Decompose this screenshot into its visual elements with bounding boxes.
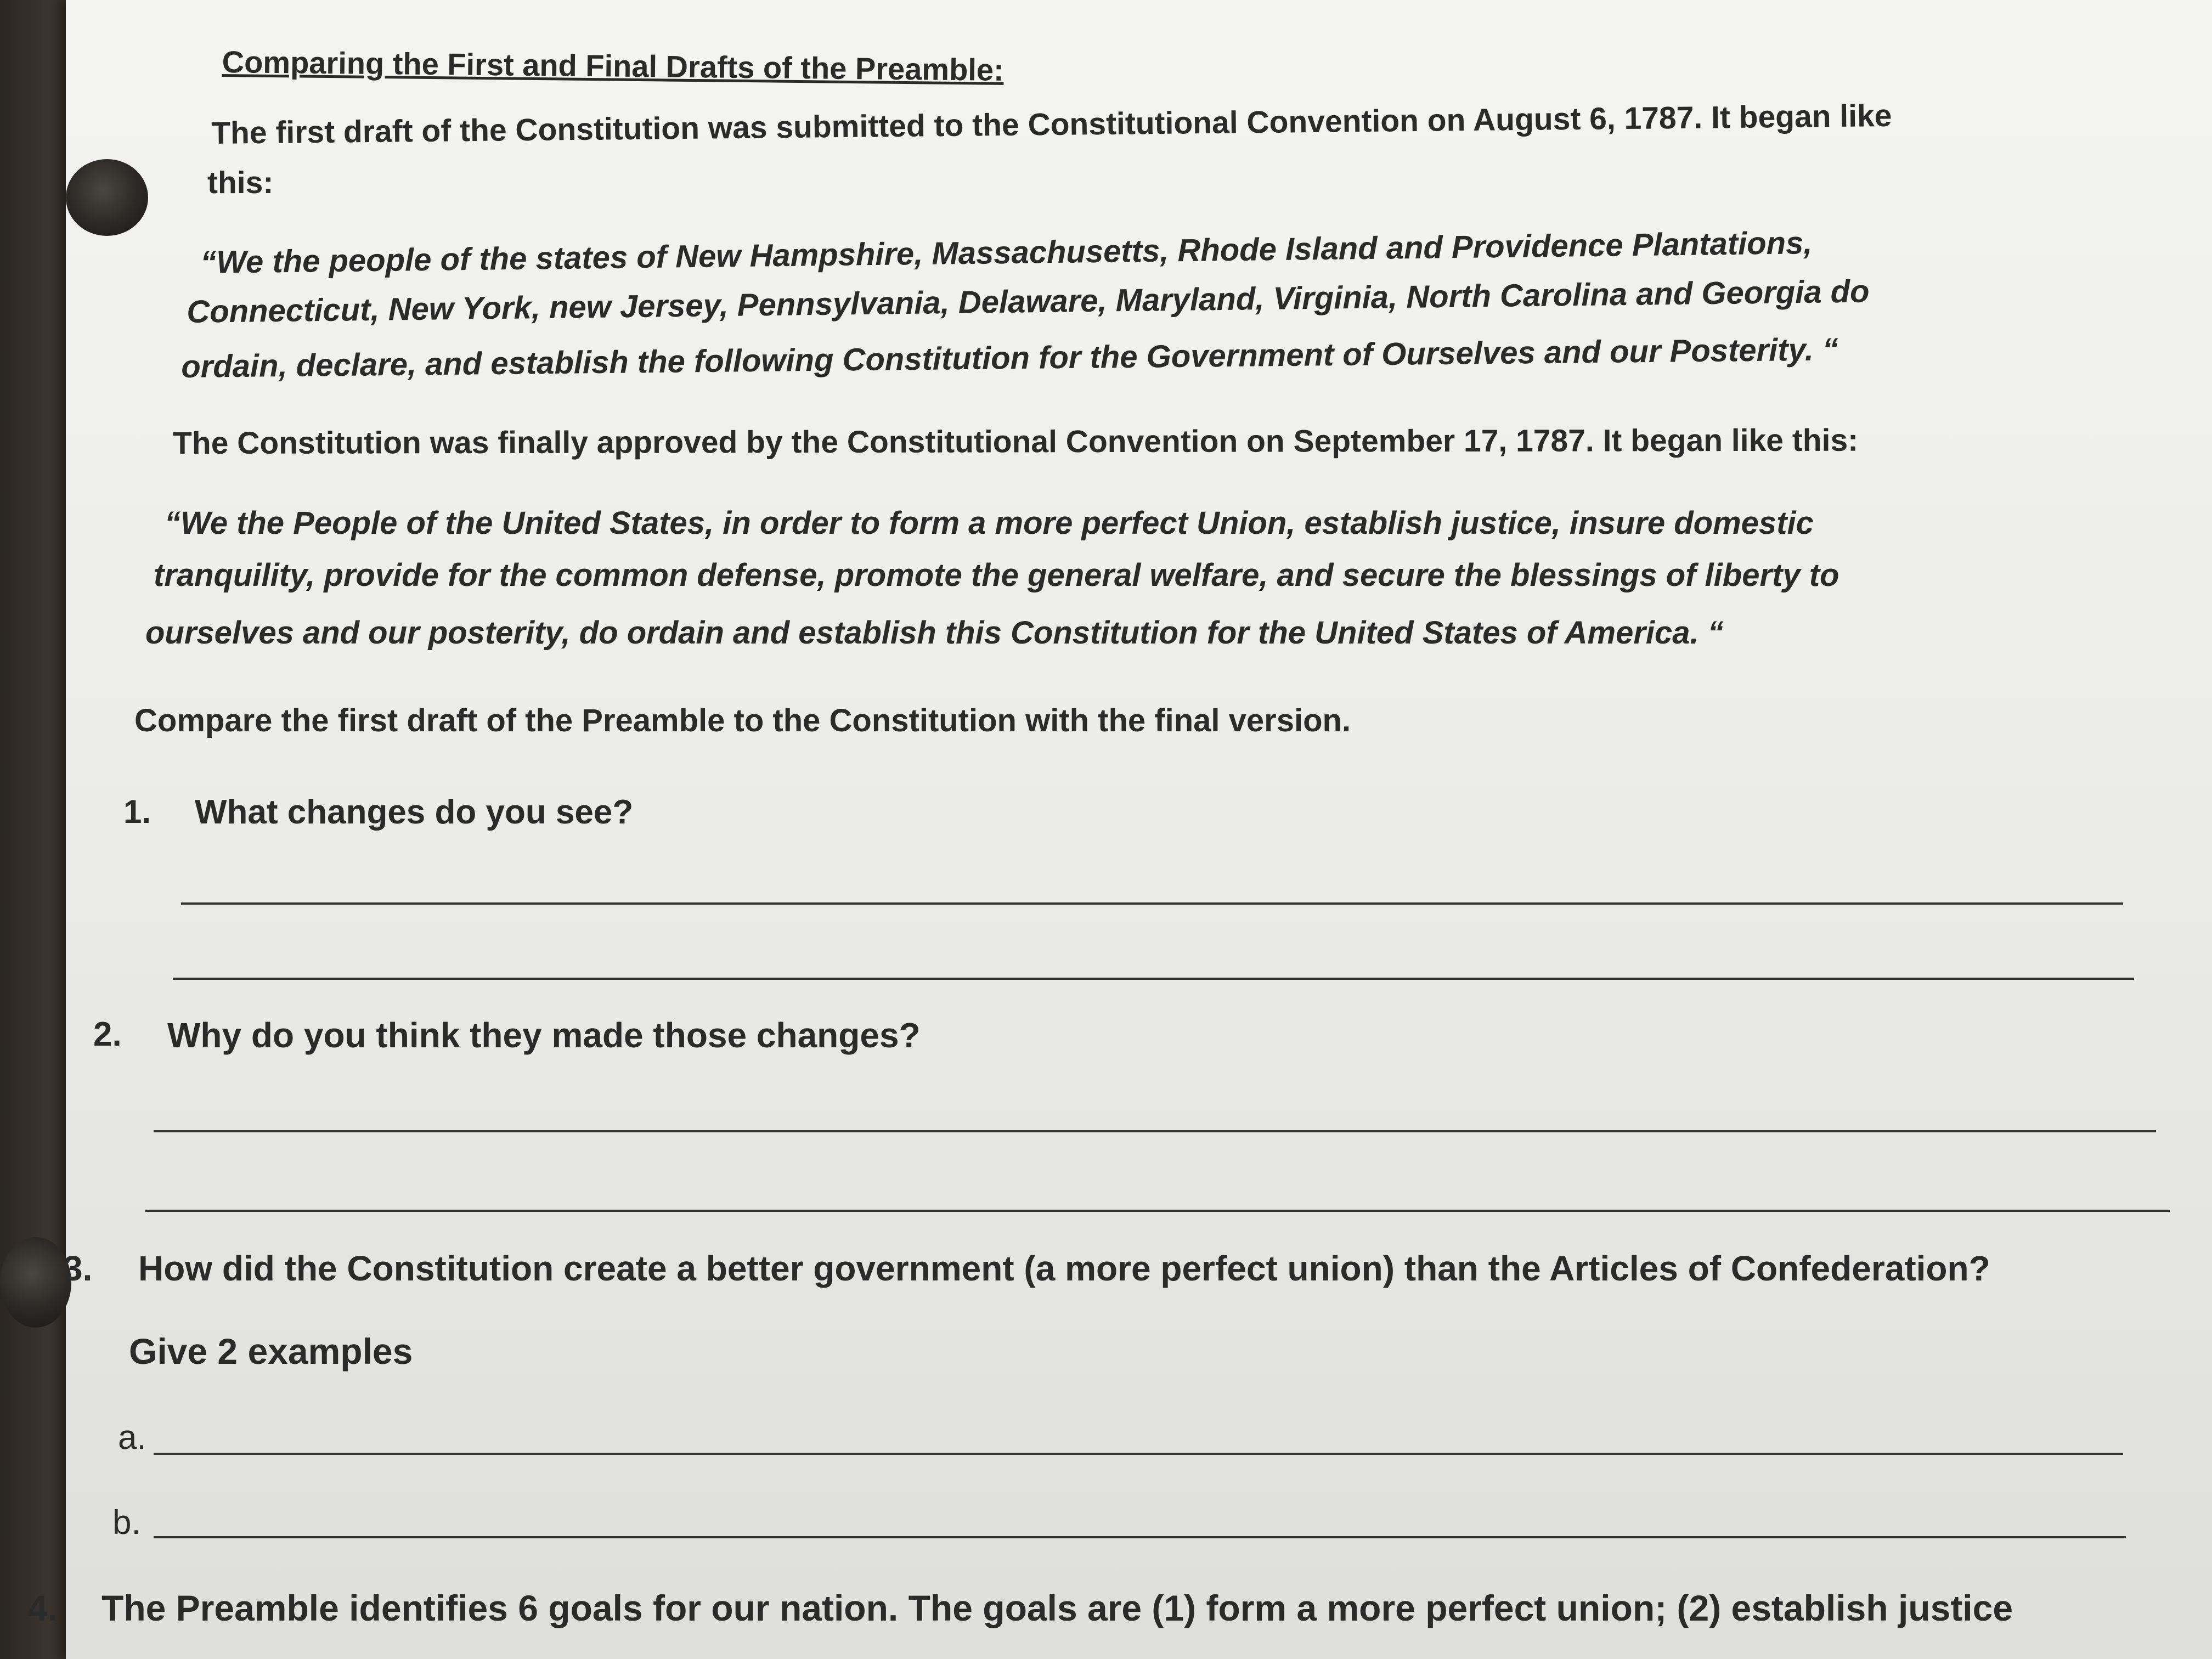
question-2-text: Why do you think they made those changes?	[167, 1015, 921, 1055]
intro-final: The Constitution was finally approved by the Constitutional Convention on September 17, 1787. It began like this:	[172, 422, 1859, 461]
answer-label-a: a.	[118, 1419, 146, 1457]
question-1-text: What changes do you see?	[195, 793, 634, 831]
answer-line-3b[interactable]	[154, 1536, 2126, 1538]
question-3-number: 3.	[63, 1249, 93, 1288]
answer-line-1b[interactable]	[173, 978, 2134, 980]
intro-first-line1: The first draft of the Constitution was submitted to the Constitutional Convention on August 6, 1787. It began like	[211, 98, 1892, 151]
intro-first-line2: this:	[207, 165, 274, 200]
instruction: Compare the first draft of the Preamble to the Constitution with the final version.	[134, 703, 1351, 738]
punch-hole-bottom	[0, 1237, 71, 1328]
first-draft-quote-line3: ordain, declare, and establish the following Constitution for the Government of Ourselves and our Posterity. “	[180, 331, 1839, 385]
answer-line-3a[interactable]	[154, 1453, 2123, 1455]
first-draft-quote-line2: Connecticut, New York, new Jersey, Pennsylvania, Delaware, Maryland, Virginia, North Carolina and Georgia do	[186, 273, 1870, 330]
answer-line-1a[interactable]	[181, 902, 2123, 905]
question-3-subtext: Give 2 examples	[129, 1331, 413, 1372]
question-4-number: 4.	[27, 1588, 58, 1628]
final-quote-line2: tranquility, provide for the common defense, promote the general welfare, and secure the blessings of liberty to	[154, 557, 1839, 593]
answer-label-b: b.	[112, 1504, 141, 1542]
question-2-number: 2.	[93, 1015, 122, 1053]
question-1-number: 1.	[123, 793, 151, 830]
question-3-text: How did the Constitution create a better government (a more perfect union) than the Articles of Confederation?	[138, 1249, 1990, 1288]
final-quote-line1: “We the People of the United States, in order to form a more perfect Union, establish justice, insure domestic	[165, 505, 1814, 541]
answer-line-2a[interactable]	[154, 1130, 2156, 1132]
first-draft-quote-line1: “We the people of the states of New Hampshire, Massachusetts, Rhode Island and Providence Plantations,	[200, 225, 1813, 280]
worksheet-title: Comparing the First and Final Drafts of the Preamble:	[222, 44, 1005, 87]
final-quote-line3: ourselves and our posterity, do ordain and establish this Constitution for the United States of America. “	[145, 615, 1724, 651]
question-4-text: The Preamble identifies 6 goals for our nation. The goals are (1) form a more perfect union; (2) establish justice	[101, 1588, 2013, 1628]
answer-line-2b[interactable]	[145, 1210, 2170, 1212]
punch-hole-top	[66, 159, 148, 236]
